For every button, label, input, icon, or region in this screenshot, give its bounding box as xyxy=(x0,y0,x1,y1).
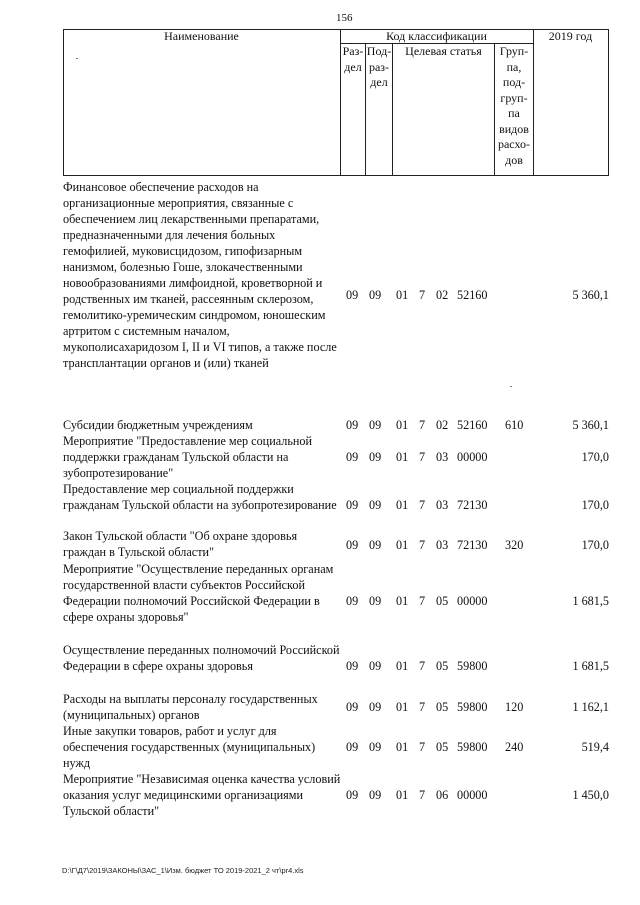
header-classification-code: Код классификации xyxy=(386,29,487,43)
row-code-cs2: 7 xyxy=(419,450,426,464)
row-code-vr: 240 xyxy=(505,740,524,754)
row-code-cs3: 03 xyxy=(436,450,449,464)
header-group: Груп- па, под- груп- па видов расхо- дов xyxy=(497,44,531,167)
row-amount: 170,0 xyxy=(581,450,609,464)
row-code-cs4: 00000 xyxy=(457,450,488,464)
row-amount: 1 162,1 xyxy=(572,700,609,714)
row-code-cs3: 02 xyxy=(436,288,449,302)
row-code-cs3: 02 xyxy=(436,418,449,432)
row-code-pr: 09 xyxy=(369,538,382,552)
header-subsection: Под- раз- дел xyxy=(366,44,392,89)
row-code-cs1: 01 xyxy=(396,498,409,512)
header-left-border xyxy=(63,29,64,175)
row-code-cs3: 05 xyxy=(436,700,449,714)
row-code-cs4: 72130 xyxy=(457,498,488,512)
row-code-vr: 120 xyxy=(505,700,524,714)
row-code-cs2: 7 xyxy=(419,288,426,302)
row-code-cs1: 01 xyxy=(396,659,409,673)
header-bottom-border xyxy=(63,175,609,176)
row-code-cs4: 59800 xyxy=(457,659,488,673)
row-name: Осуществление переданных полномочий Российской Федерации в сфере охраны здоровья xyxy=(63,643,340,673)
row-code-cs1: 01 xyxy=(396,700,409,714)
row-code-cs4: 59800 xyxy=(457,740,488,754)
row-code-rz: 09 xyxy=(346,740,359,754)
row-code-pr: 09 xyxy=(369,498,382,512)
row-code-cs2: 7 xyxy=(419,538,426,552)
row-name: Мероприятие "Предоставление мер социальной поддержки гражданам Тульской области на зубопротезирование" xyxy=(63,434,313,480)
row-amount: 519,4 xyxy=(581,740,609,754)
row-code-pr: 09 xyxy=(369,450,382,464)
row-code-pr: 09 xyxy=(369,418,382,432)
row-name: Мероприятие "Осуществление переданных органам государственной власти субъектов Российской Федерации полномочий Российской Федерации в сфере охраны здоровья" xyxy=(63,562,334,624)
row-code-cs3: 05 xyxy=(436,659,449,673)
scan-speck xyxy=(76,58,78,59)
header-divider-subsection xyxy=(392,43,393,175)
row-code-cs4: 59800 xyxy=(457,700,488,714)
row-code-pr: 09 xyxy=(369,594,382,608)
row-code-cs2: 7 xyxy=(419,594,426,608)
row-name: Финансовое обеспечение расходов на организационные мероприятия, связанные с обеспечением лиц лекарственными препаратами, предназначенными для лечения больных гемофилией, муковисцидозом, гипофизарным нанизмом, болезнью Гоше, злокачественными новообразованиями лимфоидной, кроветворной и родственных им тканей, рассеянным склерозом, гемолитико-уремическим синдромом, юношеским артритом с системным началом, мукополисахаридозом I, II и VI типов, а также после трансплантации органов и (или) тканей xyxy=(63,180,337,370)
row-code-rz: 09 xyxy=(346,594,359,608)
row-code-rz: 09 xyxy=(346,659,359,673)
row-name: Субсидии бюджетным учреждениям xyxy=(63,418,253,432)
row-code-cs3: 03 xyxy=(436,498,449,512)
scan-speck xyxy=(510,386,512,387)
header-divider-group xyxy=(533,29,534,175)
row-code-cs1: 01 xyxy=(396,418,409,432)
row-code-cs2: 7 xyxy=(419,418,426,432)
row-code-cs4: 00000 xyxy=(457,788,488,802)
row-amount: 170,0 xyxy=(581,498,609,512)
header-section: Раз- дел xyxy=(342,44,364,74)
row-code-cs2: 7 xyxy=(419,788,426,802)
row-code-cs1: 01 xyxy=(396,740,409,754)
row-code-cs1: 01 xyxy=(396,538,409,552)
row-code-rz: 09 xyxy=(346,418,359,432)
row-code-cs2: 7 xyxy=(419,740,426,754)
row-code-cs1: 01 xyxy=(396,450,409,464)
row-code-cs4: 52160 xyxy=(457,418,488,432)
row-code-vr: 610 xyxy=(505,418,524,432)
row-amount: 5 360,1 xyxy=(572,288,609,302)
page-number: 156 xyxy=(336,12,353,24)
row-amount: 1 681,5 xyxy=(572,659,609,673)
row-code-cs2: 7 xyxy=(419,498,426,512)
header-name: Наименование xyxy=(164,29,239,43)
row-amount: 1 681,5 xyxy=(572,594,609,608)
header-year: 2019 год xyxy=(548,29,593,43)
row-code-vr: 320 xyxy=(505,538,524,552)
header-target-item: Целевая статья xyxy=(405,44,482,58)
row-amount: 1 450,0 xyxy=(572,788,609,802)
row-code-pr: 09 xyxy=(369,659,382,673)
row-name: Расходы на выплаты персоналу государственных (муниципальных) органов xyxy=(63,692,318,722)
row-code-rz: 09 xyxy=(346,700,359,714)
row-name: Закон Тульской области "Об охране здоровья граждан в Тульской области" xyxy=(63,529,298,559)
row-code-rz: 09 xyxy=(346,450,359,464)
row-name: Предоставление мер социальной поддержки гражданам Тульской области на зубопротезирование xyxy=(63,482,337,512)
row-code-cs3: 03 xyxy=(436,538,449,552)
row-code-cs3: 05 xyxy=(436,740,449,754)
row-code-pr: 09 xyxy=(369,700,382,714)
row-code-cs1: 01 xyxy=(396,288,409,302)
row-code-rz: 09 xyxy=(346,288,359,302)
file-path-footer: D:\Г\Д7\2019\ЗАКОНЫ\ЗАС_1\Изм. бюджет ТО 2019-2021_2 чт\pr4.xls xyxy=(62,866,304,875)
row-amount: 170,0 xyxy=(581,538,609,552)
row-code-pr: 09 xyxy=(369,740,382,754)
row-code-cs1: 01 xyxy=(396,788,409,802)
row-code-pr: 09 xyxy=(369,288,382,302)
row-code-pr: 09 xyxy=(369,788,382,802)
row-code-rz: 09 xyxy=(346,788,359,802)
row-name: Мероприятие "Независимая оценка качества условий оказания услуг медицинскими организациями Тульской области" xyxy=(63,772,341,818)
row-amount: 5 360,1 xyxy=(572,418,609,432)
row-code-cs2: 7 xyxy=(419,700,426,714)
row-code-cs4: 00000 xyxy=(457,594,488,608)
header-right-border xyxy=(608,29,609,175)
row-code-cs1: 01 xyxy=(396,594,409,608)
row-code-cs4: 72130 xyxy=(457,538,488,552)
row-code-cs3: 06 xyxy=(436,788,449,802)
table-header xyxy=(63,29,609,175)
row-code-rz: 09 xyxy=(346,498,359,512)
row-code-cs3: 05 xyxy=(436,594,449,608)
row-code-rz: 09 xyxy=(346,538,359,552)
row-name: Иные закупки товаров, работ и услуг для обеспечения государственных (муниципальных) нужд xyxy=(63,724,316,770)
row-code-cs4: 52160 xyxy=(457,288,488,302)
row-code-cs2: 7 xyxy=(419,659,426,673)
